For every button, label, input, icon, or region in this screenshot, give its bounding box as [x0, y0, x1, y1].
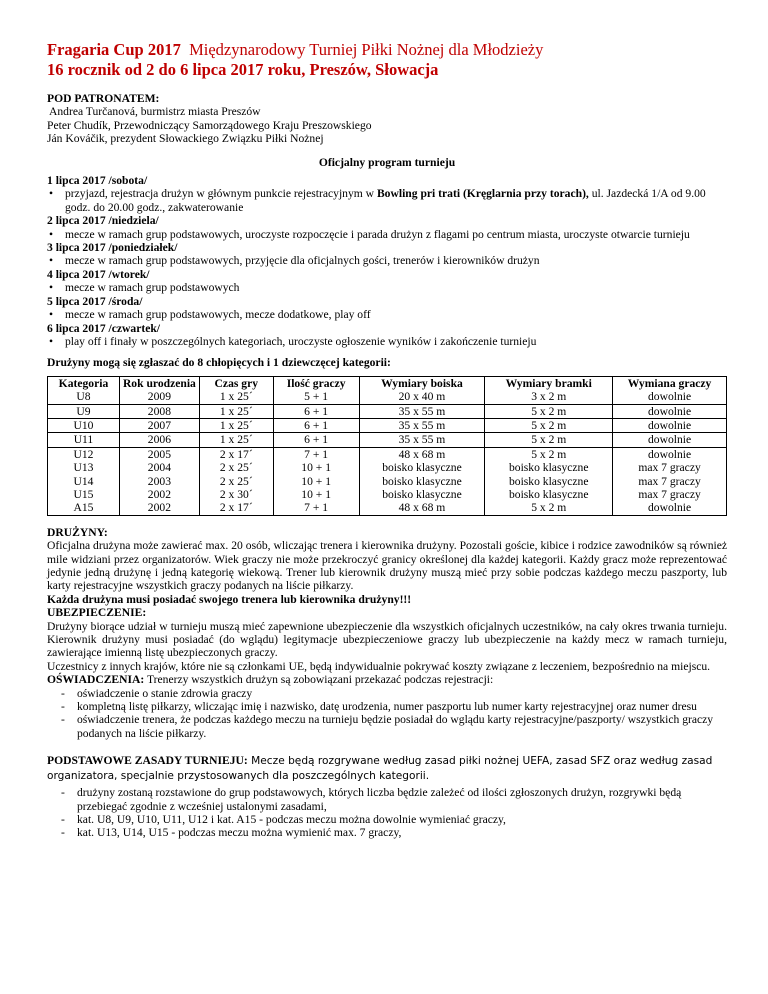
list-item: - kat. U8, U9, U10, U11, U12 i kat. A15 - podczas meczu można dowolnie wymieniać graczy, [47, 813, 727, 826]
list-item: - kat. U13, U14, U15 - podczas meczu można wymienić max. 7 graczy, [47, 826, 727, 839]
table-header: Wymiary bramki [485, 376, 613, 390]
table-cell: 6 + 1 [273, 433, 359, 447]
table-cell: 5 x 2 m [485, 404, 613, 418]
table-cell: max 7 graczy [613, 488, 727, 501]
program-day [47, 295, 727, 322]
program-date: 3 lipca 2017 /poniedziałek/ [47, 241, 178, 255]
table-row [48, 418, 727, 432]
document-page [47, 40, 727, 840]
rules [47, 754, 727, 783]
program-item: • play off i finały w poszczególnych kategoriach, uroczyste ogłoszenie wyników i zakończenie turnieju [47, 335, 727, 348]
declarations-heading: OŚWIADCZENIA: [47, 673, 145, 687]
table-row [48, 475, 727, 488]
table-row [48, 447, 727, 461]
program-date: 4 lipca 2017 /wtorek/ [47, 267, 150, 281]
table-cell: 20 x 40 m [359, 390, 485, 404]
teams-note: Każda drużyna musi posiadać swojego trenera lub kierownika drużyny!!! [47, 592, 412, 606]
program-date: 5 lipca 2017 /środa/ [47, 294, 143, 308]
table-cell: 2 x 25´ [199, 475, 273, 488]
table-cell: 48 x 68 m [359, 501, 485, 515]
table-cell: U8 [48, 390, 120, 404]
table-cell: A15 [48, 501, 120, 515]
title-bold: Fragaria Cup 2017 [47, 40, 181, 59]
table-cell: 6 + 1 [273, 418, 359, 432]
program-item: • mecze w ramach grup podstawowych, przyjęcie dla oficjalnych gości, trenerów i kierowników drużyn [47, 254, 727, 267]
list-item: - oświadczenie trenera, że podczas każdego meczu na turnieju będzie posiadał do wglądu karty rejestracyjne/paszporty/ wszystkich graczy podanych na liście piłkarzy. [47, 713, 727, 740]
table-row [48, 488, 727, 501]
table-cell: 10 + 1 [273, 475, 359, 488]
table-cell: U13 [48, 461, 120, 474]
declarations-list [47, 687, 727, 741]
table-cell: 2006 [119, 433, 199, 447]
table-cell: max 7 graczy [613, 461, 727, 474]
table-row [48, 404, 727, 418]
table-cell: 2 x 17´ [199, 501, 273, 515]
list-item: - drużyny zostaną rozstawione do grup podstawowych, których liczba będzie zależeć od ilości zgłoszonych drużyn, rozgrywki będą przebiegać zgodnie z wcześniej ustalonymi zasadami, [47, 786, 727, 813]
table-cell: 3 x 2 m [485, 390, 613, 404]
title-rest: Międzynarodowy Turniej Piłki Nożnej dla Młodzieży [189, 40, 544, 59]
teams-heading: DRUŻYNY: [47, 525, 108, 539]
table-cell: 10 + 1 [273, 488, 359, 501]
table-row [48, 390, 727, 404]
table-cell: U9 [48, 404, 120, 418]
teams-text: Oficjalna drużyna może zawierać max. 20 osób, wliczając trenera i kierownika drużyny. Pozostali goście, kibice i rodzice zawodników są również mile widziani przez organizatorów. Wiek graczy nie może przekroczyć granicy określonej dla każdej kategorii. Każdy gracz może reprezentować jedynie jedną drużynę i jedną kategorię wiekową. Trener lub kierownik drużyny muszą mieć przy sobie podczas każdego meczu paszporty, lub karty rejestracyjne wszystkich graczy podanych na liście piłkarzy. [47, 539, 727, 593]
table-header: Wymiana graczy [613, 376, 727, 390]
table-cell: 2007 [119, 418, 199, 432]
table-row [48, 433, 727, 447]
rules-list [47, 786, 727, 840]
table-cell: 2003 [119, 475, 199, 488]
categories-table [47, 376, 727, 516]
document-title [47, 40, 727, 60]
table-cell: boisko klasyczne [359, 461, 485, 474]
table-cell: 35 x 55 m [359, 418, 485, 432]
document-subtitle: 16 rocznik od 2 do 6 lipca 2017 roku, Preszów, Słowacja [47, 60, 439, 79]
table-cell: 35 x 55 m [359, 433, 485, 447]
table-cell: boisko klasyczne [485, 475, 613, 488]
table-header-row [48, 376, 727, 390]
rules-intro: Mecze będą rozgrywane według zasad piłki nożnej UEFA, zasad SFZ oraz według zasad organizatora, specjalnie przystosowanych dla poszczególnych kategorii. [47, 755, 713, 782]
program-item: • mecze w ramach grup podstawowych, uroczyste rozpoczęcie i parada drużyn z flagami po centrum miasta, uroczyste otwarcie turnieju [47, 228, 727, 241]
table-cell: 5 x 2 m [485, 418, 613, 432]
program-day [47, 214, 727, 241]
table-cell: boisko klasyczne [359, 475, 485, 488]
table-cell: 2002 [119, 488, 199, 501]
table-cell: 35 x 55 m [359, 404, 485, 418]
table-cell: 2004 [119, 461, 199, 474]
program-item: • mecze w ramach grup podstawowych, mecze dodatkowe, play off [47, 308, 727, 321]
table-cell: 1 x 25´ [199, 404, 273, 418]
table-cell: 7 + 1 [273, 447, 359, 461]
rules-heading: PODSTAWOWE ZASADY TURNIEJU: [47, 754, 248, 768]
table-row [48, 461, 727, 474]
program-day [47, 322, 727, 349]
table-cell: U10 [48, 418, 120, 432]
insurance-heading: UBEZPIECZENIE: [47, 606, 147, 620]
table-cell: U12 [48, 447, 120, 461]
table-cell: 1 x 25´ [199, 418, 273, 432]
table-cell: 5 x 2 m [485, 433, 613, 447]
table-cell: 2005 [119, 447, 199, 461]
table-cell: 48 x 68 m [359, 447, 485, 461]
table-cell: U11 [48, 433, 120, 447]
table-cell: 1 x 25´ [199, 433, 273, 447]
list-item: - oświadczenie o stanie zdrowia graczy [47, 687, 727, 700]
list-item: - kompletną listę piłkarzy, wliczając imię i nazwisko, datę urodzenia, numer paszportu lub numer karty rejestracyjnej oraz numer dresu [47, 700, 727, 713]
table-cell: 2 x 17´ [199, 447, 273, 461]
declarations [47, 673, 727, 686]
table-cell: 6 + 1 [273, 404, 359, 418]
program-day [47, 241, 727, 268]
patron-line: Peter Chudík, Przewodniczący Samorządowego Kraju Preszowskiego [47, 118, 372, 132]
declarations-intro: Trenerzy wszystkich drużyn są zobowiązani przekazać podczas rejestracji: [144, 673, 494, 687]
table-cell: 2002 [119, 501, 199, 515]
patron-line: Ján Kováčik, prezydent Słowackiego Związku Piłki Nożnej [47, 132, 324, 146]
table-cell: boisko klasyczne [485, 488, 613, 501]
table-cell: U15 [48, 488, 120, 501]
program-day [47, 268, 727, 295]
table-cell: 10 + 1 [273, 461, 359, 474]
program-item: • przyjazd, rejestracja drużyn w głównym punkcie rejestracyjnym w Bowling pri trati (Kręglarnia przy torach), ul. Jazdecká 1/A od 9.00 godz. do 20.00 godz., zakwaterowanie [47, 187, 727, 214]
table-cell: 7 + 1 [273, 501, 359, 515]
program-date: 2 lipca 2017 /niedziela/ [47, 214, 159, 228]
table-cell: max 7 graczy [613, 475, 727, 488]
table-header: Wymiary boiska [359, 376, 485, 390]
table-header: Kategoria [48, 376, 120, 390]
table-header: Rok urodzenia [119, 376, 199, 390]
table-cell: U14 [48, 475, 120, 488]
insurance-text-2: Uczestnicy z innych krajów, które nie są członkami UE, będą indywidualnie pokrywać koszty związane z leczeniem, bezpośrednio na miejscu. [47, 659, 711, 673]
table-cell: boisko klasyczne [359, 488, 485, 501]
table-cell: dowolnie [613, 390, 727, 404]
table-header: Ilość graczy [273, 376, 359, 390]
table-cell: 5 + 1 [273, 390, 359, 404]
teams-intro: Drużyny mogą się zgłaszać do 8 chłopięcych i 1 dziewczęcej kategorii: [47, 356, 391, 370]
program-day [47, 174, 727, 214]
table-cell: 1 x 25´ [199, 390, 273, 404]
table-cell: 5 x 2 m [485, 501, 613, 515]
table-cell: 5 x 2 m [485, 447, 613, 461]
program-heading: Oficjalny program turnieju [318, 155, 456, 169]
table-cell: dowolnie [613, 404, 727, 418]
table-header: Czas gry [199, 376, 273, 390]
table-cell: boisko klasyczne [485, 461, 613, 474]
table-cell: dowolnie [613, 447, 727, 461]
patron-line: Andrea Turčanová, burmistrz miasta Preszów [49, 105, 261, 119]
table-cell: dowolnie [613, 433, 727, 447]
table-cell: 2 x 30´ [199, 488, 273, 501]
table-cell: dowolnie [613, 501, 727, 515]
table-cell: dowolnie [613, 418, 727, 432]
table-cell: 2 x 25´ [199, 461, 273, 474]
patronage-heading: POD PATRONATEM: [47, 92, 160, 105]
table-cell: 2008 [119, 404, 199, 418]
program-date: 6 lipca 2017 /czwartek/ [47, 321, 161, 335]
insurance-text: Drużyny biorące udział w turnieju muszą mieć zapewnione ubezpieczenie dla wszystkich oficjalnych uczestników, na cały okres trwania turnieju. Kierownik drużyny musi posiadać (do wglądu) legitymacje ubezpieczeniowe graczy lub ubezpieczenie na każdy mecz w ramach turnieju, zawierające imienną listę ubezpieczonych graczy. [47, 619, 727, 660]
table-cell: 2009 [119, 390, 199, 404]
table-row [48, 501, 727, 515]
program-item: • mecze w ramach grup podstawowych [47, 281, 727, 294]
program-date: 1 lipca 2017 /sobota/ [47, 174, 148, 188]
